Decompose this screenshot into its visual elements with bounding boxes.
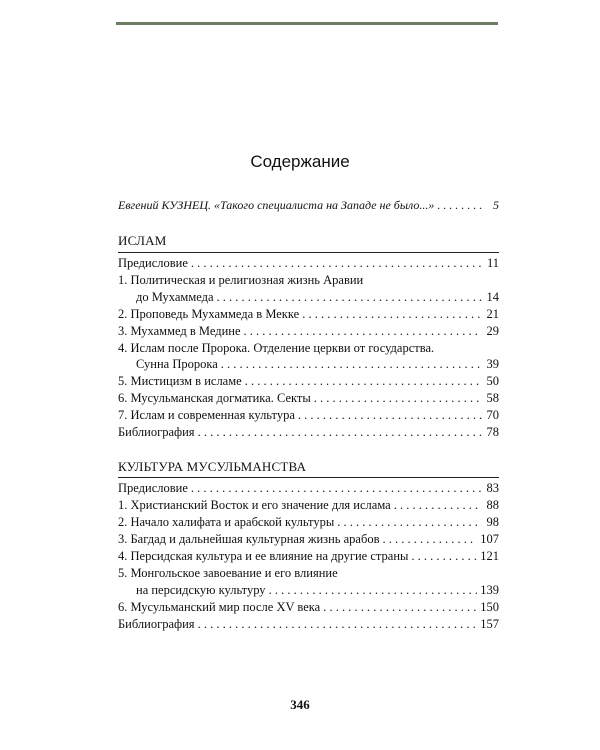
toc-entry[interactable] <box>118 616 499 632</box>
toc-entry[interactable] <box>118 497 499 513</box>
dot-leader <box>198 424 482 440</box>
toc-entry-text: 7. Ислам и современная культура <box>118 408 295 422</box>
toc-page-number: 78 <box>486 425 499 439</box>
toc-entry-text: 6. Мусульманская догматика. Секты <box>118 391 311 405</box>
toc-page-number: 11 <box>486 256 499 270</box>
toc-entry-text: Библиография <box>118 425 195 439</box>
dot-leader <box>221 356 482 372</box>
dot-leader <box>191 255 482 271</box>
toc-page-number: 29 <box>486 324 499 338</box>
dot-leader <box>191 480 482 496</box>
toc-entry-text: Предисловие <box>118 256 188 270</box>
toc-page-number: 39 <box>486 357 499 371</box>
toc-page-number: 150 <box>480 600 499 614</box>
toc-entry-intro[interactable] <box>118 197 499 213</box>
toc-page-number: 70 <box>486 408 499 422</box>
top-rule <box>116 22 498 25</box>
toc-entry-text: 4. Персидская культура и ее влияние на другие страны <box>118 549 409 563</box>
toc-entry-text: до Мухаммеда <box>136 290 214 304</box>
toc-entry-text: Евгений КУЗНЕЦ. «Такого специалиста на Западе не было...» <box>118 198 435 212</box>
dot-leader <box>411 548 477 564</box>
toc-entry[interactable] <box>118 390 499 406</box>
section-rule <box>118 252 499 253</box>
toc-page-number: 83 <box>486 481 499 495</box>
dot-leader <box>323 599 477 615</box>
toc-entry[interactable] <box>118 323 499 339</box>
page-number: 346 <box>290 697 310 712</box>
dot-leader <box>382 531 477 547</box>
toc-entry[interactable] <box>136 289 499 305</box>
toc-entry-line1[interactable]: 4. Ислам после Пророка. Отделение церкви от государства. <box>118 341 435 355</box>
dot-leader <box>337 514 482 530</box>
toc-page-number: 21 <box>486 307 499 321</box>
toc-entry[interactable] <box>118 255 499 271</box>
toc-page-number: 58 <box>486 391 499 405</box>
dot-leader <box>302 306 482 322</box>
toc-entry-text: 2. Начало халифата и арабской культуры <box>118 515 335 529</box>
section-rule <box>118 477 499 478</box>
toc-page-number: 157 <box>480 617 499 631</box>
toc-page-number: 50 <box>486 374 499 388</box>
toc-entry-text: 5. Мистицизм в исламе <box>118 374 242 388</box>
toc-entry-text: 1. Христианский Восток и его значение для ислама <box>118 498 391 512</box>
page-title: Содержание <box>250 152 350 171</box>
dot-leader <box>269 582 478 598</box>
toc-entry[interactable] <box>118 599 499 615</box>
dot-leader <box>198 616 478 632</box>
toc-entry-text: Сунна Пророка <box>136 357 218 371</box>
toc-entry-text: на персидскую культуру <box>136 583 266 597</box>
toc-page-number: 98 <box>486 515 499 529</box>
dot-leader <box>314 390 482 406</box>
toc-entry-text: Библиография <box>118 617 195 631</box>
toc-entry-text: 6. Мусульманский мир после XV века <box>118 600 321 614</box>
dot-leader <box>244 323 482 339</box>
toc-entry[interactable] <box>118 531 499 547</box>
toc-entry-text: Предисловие <box>118 481 188 495</box>
toc-entry-line1[interactable]: 1. Политическая и религиозная жизнь Аравии <box>118 273 364 287</box>
toc-entry[interactable] <box>136 582 499 598</box>
dot-leader <box>394 497 482 513</box>
dot-leader <box>437 197 482 213</box>
dot-leader <box>298 407 482 423</box>
toc-entry[interactable] <box>118 424 499 440</box>
toc-page-number: 14 <box>486 290 499 304</box>
toc-entry[interactable] <box>118 306 499 322</box>
toc-entry-text: 3. Мухаммед в Медине <box>118 324 241 338</box>
toc-page-number: 139 <box>480 583 499 597</box>
toc-entry[interactable] <box>118 407 499 423</box>
toc-page-number: 107 <box>480 532 499 546</box>
toc-entry[interactable] <box>118 548 499 564</box>
toc-entry-text: 2. Проповедь Мухаммеда в Мекке <box>118 307 300 321</box>
toc-entry-line1[interactable]: 5. Монгольское завоевание и его влияние <box>118 566 338 580</box>
toc-page-number: 121 <box>480 549 499 563</box>
toc-entry[interactable] <box>136 356 499 372</box>
toc-page-number: 88 <box>486 498 499 512</box>
section-heading-culture: КУЛЬТУРА МУСУЛЬМАНСТВА <box>118 459 307 474</box>
dot-leader <box>217 289 482 305</box>
toc-entry-text: 3. Багдад и дальнейшая культурная жизнь арабов <box>118 532 380 546</box>
toc-entry[interactable] <box>118 514 499 530</box>
toc-entry[interactable] <box>118 480 499 496</box>
section-heading-islam: ИСЛАМ <box>118 233 167 248</box>
dot-leader <box>245 373 482 389</box>
toc-entry[interactable] <box>118 373 499 389</box>
toc-page-number: 5 <box>493 198 499 212</box>
